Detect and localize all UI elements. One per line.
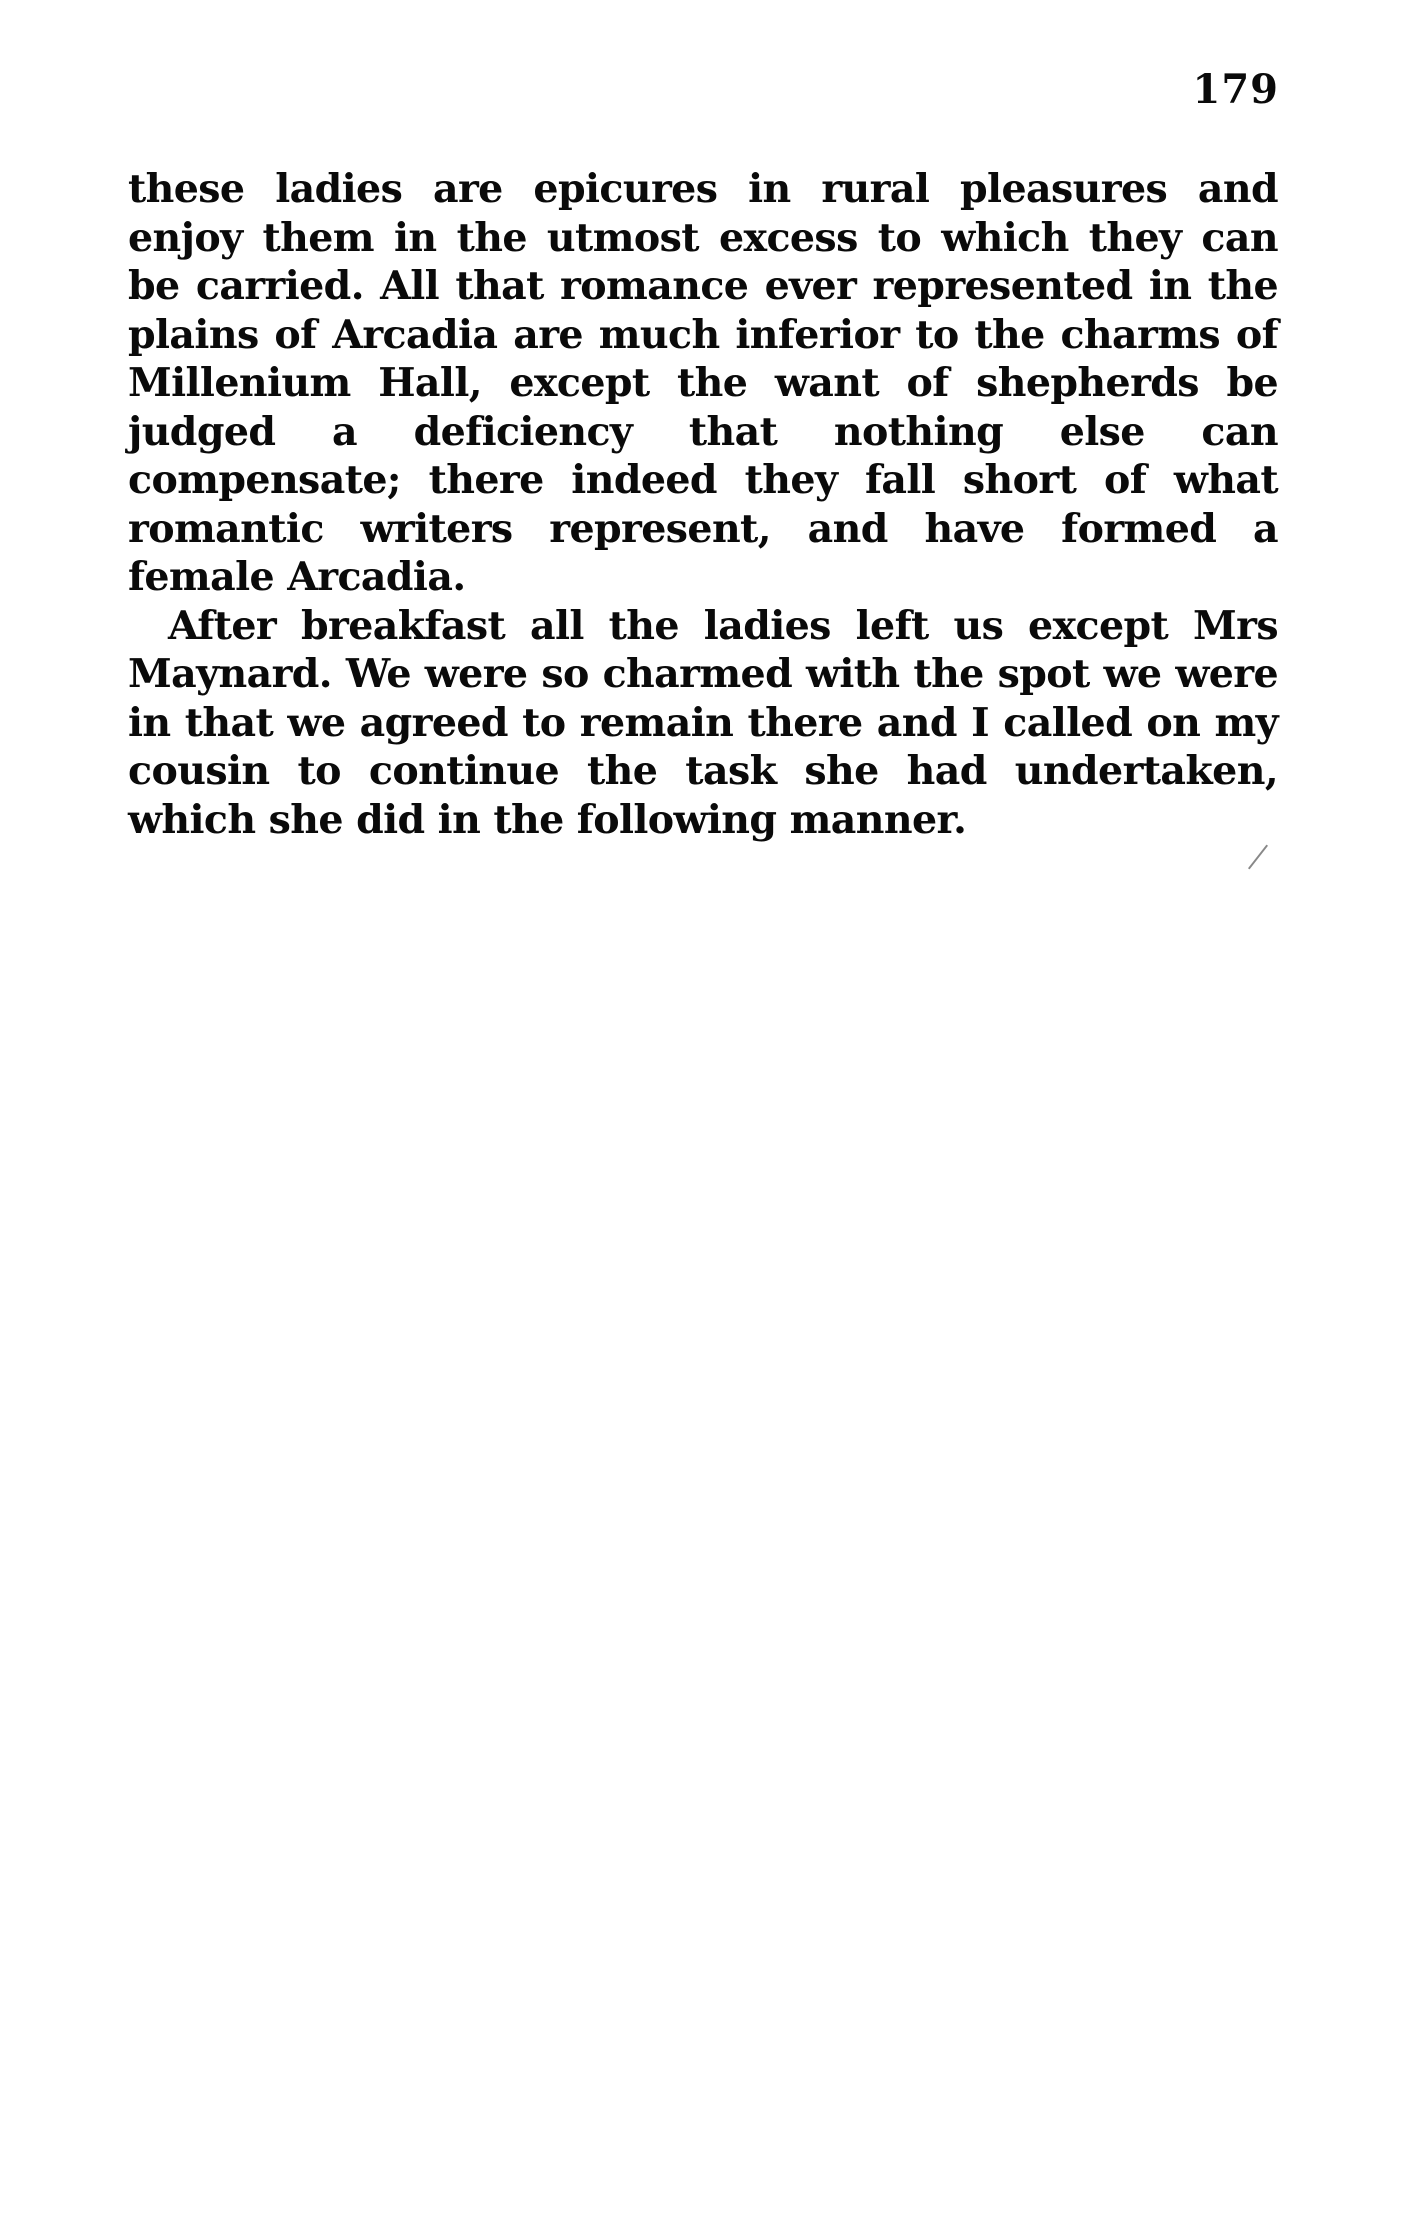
page-number: 179	[1192, 66, 1279, 113]
body-text	[128, 165, 1278, 844]
paragraph: After breakfast all the ladies left us except Mrs Maynard. We were so charmed with the spot we were in that we agreed to remain there and I called on my cousin to continue the task she had undertaken, which she did in the following manner.	[128, 602, 1278, 843]
paragraph-continued: these ladies are epicures in rural pleasures and enjoy them in the utmost excess to which they can be carried. All that romance ever represented in the plains of Arcadia are much inferior to the charms of Millenium Hall, except the want of shepherds be judged a deficiency that nothing else can compensate; there indeed they fall short of what romantic writers represent, and have formed a female Arcadia.	[128, 166, 1278, 600]
pencil-mark	[1248, 845, 1268, 870]
